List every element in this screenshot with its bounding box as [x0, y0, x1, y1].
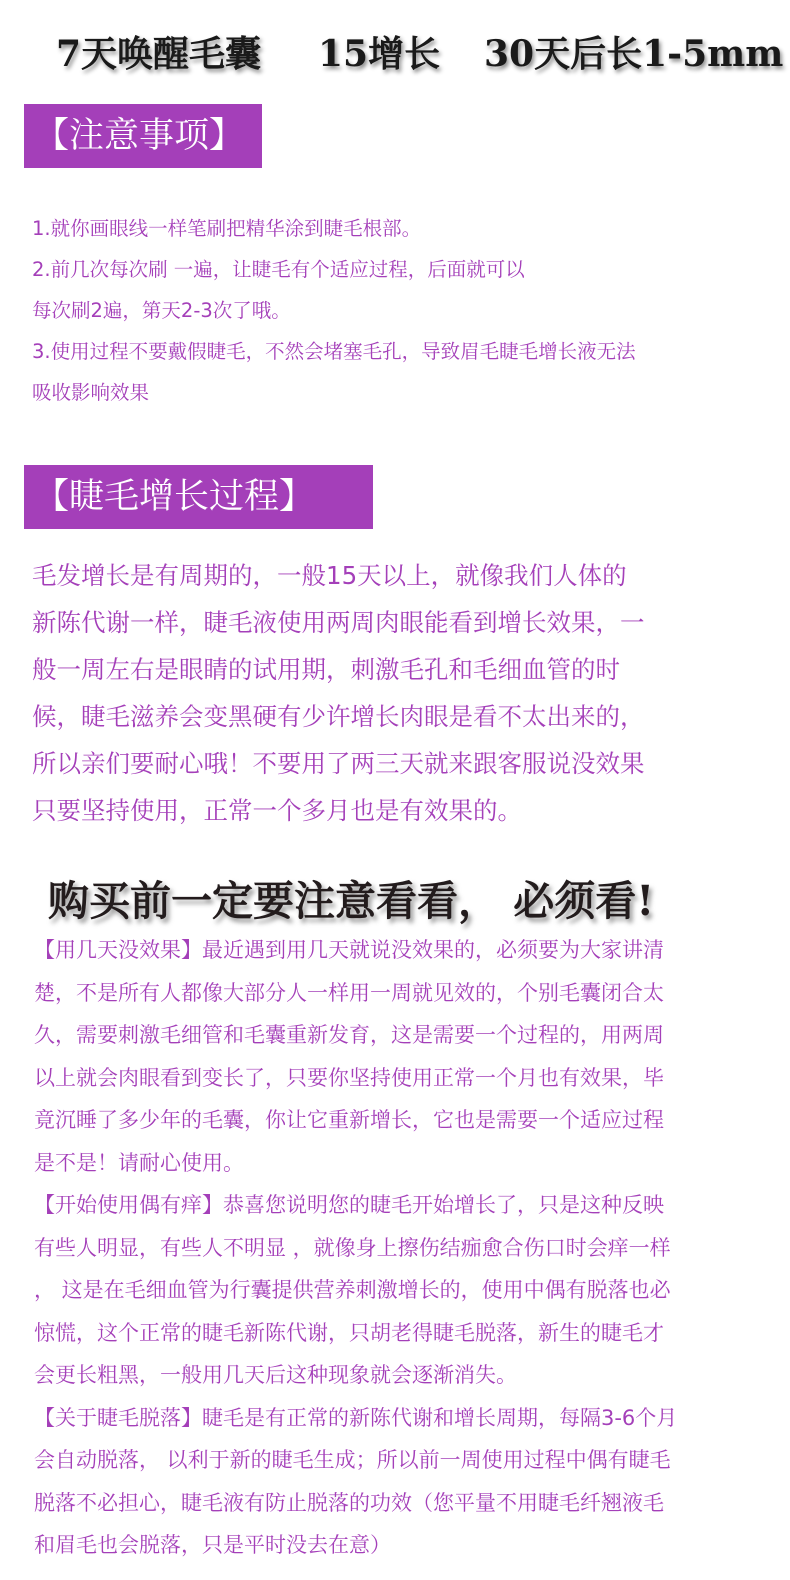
faq-line: 【关于睫毛脱落】睫毛是有正常的新陈代谢和增长周期，每隔3-6个月	[34, 1405, 678, 1430]
faq-line: 会更长粗黑，一般用几天后这种现象就会逐渐消失。	[34, 1363, 517, 1387]
growth-line: 新陈代谢一样，睫毛液使用两周肉眼能看到增长效果，一	[32, 608, 645, 637]
banner-item-growth: 15增长	[318, 33, 441, 75]
faq-line: 和眉毛也会脱落，只是平时没去在意）	[34, 1533, 391, 1557]
banner-item-length: 30天后长1-5mm	[484, 33, 784, 75]
faq-line: 以上就会肉眼看到变长了，只要你坚持使用正常一个月也有效果，毕	[34, 1065, 664, 1090]
growth-section-title: 【睫毛增长过程】	[24, 465, 373, 529]
faq-line: 惊慌，这个正常的睫毛新陈代谢，只胡老得睫毛脱落，新生的睫毛才	[34, 1320, 664, 1345]
growth-paragraph	[32, 552, 772, 834]
growth-line: 只要坚持使用，正常一个多月也是有效果的。	[32, 796, 522, 825]
notes-line: 吸收影响效果	[32, 381, 150, 404]
growth-line: 毛发增长是有周期的，一般15天以上，就像我们人体的	[32, 561, 627, 590]
faq-line: 脱落不必担心，睫毛液有防止脱落的功效（您平量不用睫毛纤翘液毛	[34, 1490, 664, 1515]
faq-line: 有些人明显，有些人不明显 ，就像身上擦伤结痂愈合伤口时会痒一样	[34, 1235, 671, 1260]
faq-line: 【用几天没效果】最近遇到用几天就说没效果的，必须要为大家讲清	[34, 938, 664, 962]
notes-section-title: 【注意事项】	[24, 104, 262, 168]
faq-line: 【开始使用偶有痒】恭喜您说明您的睫毛开始增长了，只是这种反映	[34, 1193, 664, 1217]
faq-line: 竟沉睡了多少年的毛囊，你让它重新增长，它也是需要一个适应过程	[34, 1108, 664, 1132]
notes-list	[32, 208, 772, 413]
growth-line: 所以亲们要耐心哦！不要用了两三天就来跟客服说没效果	[32, 749, 645, 778]
growth-line: 般一周左右是眼睛的试用期，刺激毛孔和毛细血管的时	[32, 655, 620, 684]
faq-line: 久，需要刺激毛细管和毛囊重新发育，这是需要一个过程的，用两周	[34, 1023, 664, 1047]
warning-title: 购买前一定要注意看看， 必须看!	[48, 877, 655, 925]
notes-line: 每次刷2遍，第天2-3次了哦。	[32, 299, 291, 322]
growth-line: 候，睫毛滋养会变黑硬有少许增长肉眼是看不太出来的，	[32, 702, 645, 731]
faq-block	[34, 929, 774, 1567]
faq-line: 会自动脱落， 以利于新的睫毛生成；所以前一周使用过程中偶有睫毛	[34, 1448, 671, 1472]
notes-line: 1.就你画眼线一样笔刷把精华涂到睫毛根部。	[32, 217, 422, 240]
notes-line: 3.使用过程不要戴假睫毛，不然会堵塞毛孔，导致眉毛睫毛增长液无法	[32, 340, 636, 363]
banner-item-awaken: 7天唤醒毛囊	[56, 33, 262, 75]
notes-line: 2.前几次每次刷 一遍，让睫毛有个适应过程，后面就可以	[32, 258, 525, 281]
faq-line: 楚，不是所有人都像大部分人一样用一周就见效的，个别毛囊闭合太	[34, 980, 664, 1005]
faq-line: 是不是！请耐心使用。	[34, 1150, 244, 1175]
faq-line: ， 这是在毛细血管为行囊提供营养刺激增长的，使用中偶有脱落也必	[34, 1278, 671, 1302]
top-banner	[0, 26, 790, 78]
